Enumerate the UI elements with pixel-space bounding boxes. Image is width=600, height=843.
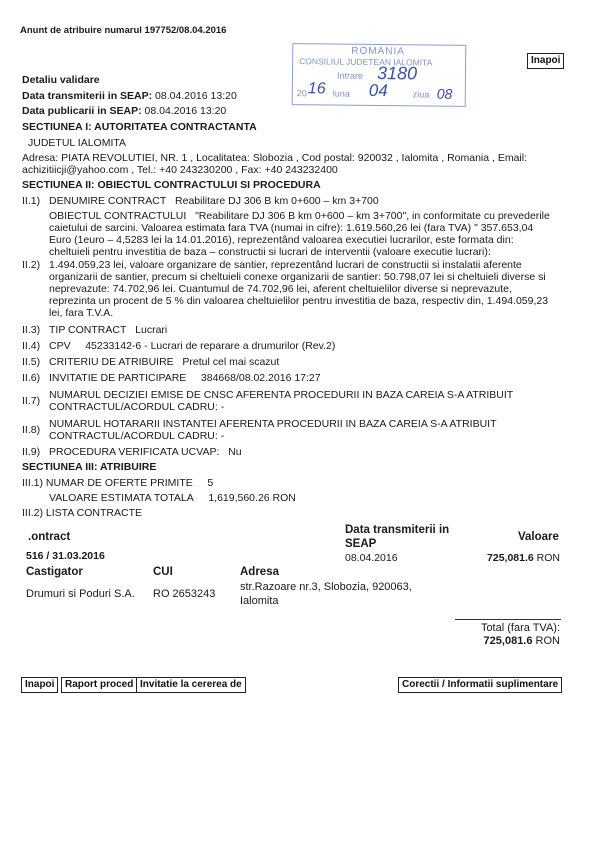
validation-title: Detaliu validare	[22, 74, 100, 86]
contract-object-line1: OBIECTUL CONTRACTULUI "Reabilitare DJ 306 B km 0+600 – km 3+700", in conformitate cu prevederile	[49, 210, 550, 222]
participation-invite-row: INVITATIE DE PARTICIPARE 384668/08.02.2016 17:27	[49, 372, 321, 384]
contract-object-line2: caietului de sarcini. Valoarea estimata fara TVA (numai in cifre): 1.619.560,26 lei (fara TVA) " 357.653,04	[49, 222, 534, 234]
announcement-title: Anunt de atribuire numarul 197752/08.04.2016	[20, 25, 227, 36]
col-header-winner: Castigator	[26, 566, 83, 578]
estimate-detail-line1: 1.494.059,23 lei, valoare organizare de santier, reprezentând lucrari de constructii si instalatii aferente	[49, 259, 522, 271]
col-header-value: Valoare	[518, 531, 559, 543]
back-button[interactable]: Inapoi	[21, 677, 58, 693]
registration-stamp: ROMANIA CONSILIUL JUDETEAN IALOMITA Intrare 3180 20 16 luna 04 ziua 08	[292, 43, 467, 107]
section1-title: SECTIUNEA I: AUTORITATEA CONTRACTANTA	[22, 121, 257, 133]
total-value: 725,081.6 RON	[483, 635, 560, 647]
offers-received-row: III.1) NUMAR DE OFERTE PRIMITE 5	[22, 477, 214, 489]
back-button-top[interactable]: Inapoi	[527, 53, 564, 69]
contract-object-line4: cheltuieli pentru investitia de baza – constructii si lucrari de interventii (valoare executie lucrari):	[49, 246, 491, 258]
estimate-detail-line3: neprevazute: 74.702,96 lei. Cuantumul de 74.702,96 lei, aferent cheltuielilor diverse si neprevazute,	[49, 283, 512, 295]
col-header-date-line2: SEAP	[345, 538, 377, 550]
estimate-detail-line4: reprezinta un procent de 5 % din valoarea cheltuielilor pentru investitia de baza, respectiv din, 1.494.059,23	[49, 295, 549, 307]
contract-value: 725,081.6 RON	[487, 552, 560, 564]
winner-name: Drumuri si Poduri S.A.	[26, 588, 135, 600]
estimate-detail-line2: organizarii de santier, precum si cheltuieli conexe organizarii de santier: 50.798,07 lei si cheltuieli diverse si	[49, 271, 546, 283]
corrections-info-button[interactable]: Corectii / Informatii suplimentare	[398, 677, 562, 693]
contract-date: 08.04.2016	[345, 552, 398, 564]
court-decision-line2: CONTRACTUL/ACORDUL CADRU: -	[49, 430, 225, 442]
court-decision-line1: NUMARUL HOTARARII INSTANTEI AFERENTA PROCEDURII IN BAZA CAREIA S-A ATRIBUIT	[49, 418, 497, 430]
sent-date-row: Data transmiterii in SEAP: 08.04.2016 13:20	[22, 90, 237, 102]
winner-address-line2: Ialomita	[240, 595, 279, 607]
contract-object-line3: Euro (1euro – 4,5283 lei la 14.01.2016), reprezentând valoarea executiei lucrarilor, este formata din:	[49, 234, 514, 246]
award-criterion-row: CRITERIU DE ATRIBUIRE Pretul cel mai scazut	[49, 356, 280, 368]
winner-cui: RO 2653243	[153, 588, 216, 600]
estimated-total-row: VALOARE ESTIMATA TOTALA 1,619,560.26 RON	[49, 492, 296, 504]
total-divider	[455, 619, 561, 620]
stamp-handwritten-number: 3180	[376, 62, 418, 84]
section3-title: SECTIUNEA III: ATRIBUIRE	[22, 461, 157, 473]
estimate-detail-line5: lei, fara T.V.A.	[49, 307, 114, 319]
cnsc-decision-line2: CONTRACTUL/ACORDUL CADRU: -	[49, 401, 225, 413]
procedure-report-button[interactable]: Raport proced	[61, 677, 137, 693]
col-header-cui: CUI	[153, 566, 173, 578]
invitation-button[interactable]: Invitatie la cererea de	[136, 677, 246, 693]
col-header-contract: .ontract	[28, 531, 71, 543]
cnsc-decision-line1: NUMARUL DECIZIEI EMISE DE CNSC AFERENTA PROCEDURII IN BAZA CAREIA S-A ATRIBUIT	[49, 389, 514, 401]
authority-address-line1: Adresa: PIATA REVOLUTIEI, NR. 1 , Localitatea: Slobozia , Cod postal: 920032 , Ialomita , Romania , Email:	[22, 152, 528, 164]
authority-name: JUDETUL IALOMITA	[28, 137, 127, 149]
col-header-address: Adresa	[240, 566, 279, 578]
col-header-date-line1: Data transmiterii in	[345, 524, 450, 536]
authority-address-line2: achizitiicji@yahoo.com , Tel.: +40 243230200 , Fax: +40 243232400	[22, 164, 338, 176]
winner-address-line1: str.Razoare nr.3, Slobozia, 920063,	[240, 581, 412, 593]
total-label: Total (fara TVA):	[480, 622, 560, 634]
cpv-row: CPV 45233142-6 - Lucrari de reparare a drumurilor (Rev.2)	[49, 340, 336, 352]
ucvap-row: PROCEDURA VERIFICATA UCVAP: Nu	[49, 446, 242, 458]
section2-title: SECTIUNEA II: OBIECTUL CONTRACTULUI SI PROCEDURA	[22, 179, 321, 191]
contract-type-row: TIP CONTRACT Lucrari	[49, 324, 168, 336]
contracts-list-title: III.2) LISTA CONTRACTE	[22, 507, 142, 519]
contract-number: 516 / 31.03.2016	[26, 550, 105, 562]
contract-name-row: DENUMIRE CONTRACT Reabilitare DJ 306 B km 0+600 – km 3+700	[49, 195, 379, 207]
published-date-row: Data publicarii in SEAP: 08.04.2016 13:20	[22, 105, 227, 117]
